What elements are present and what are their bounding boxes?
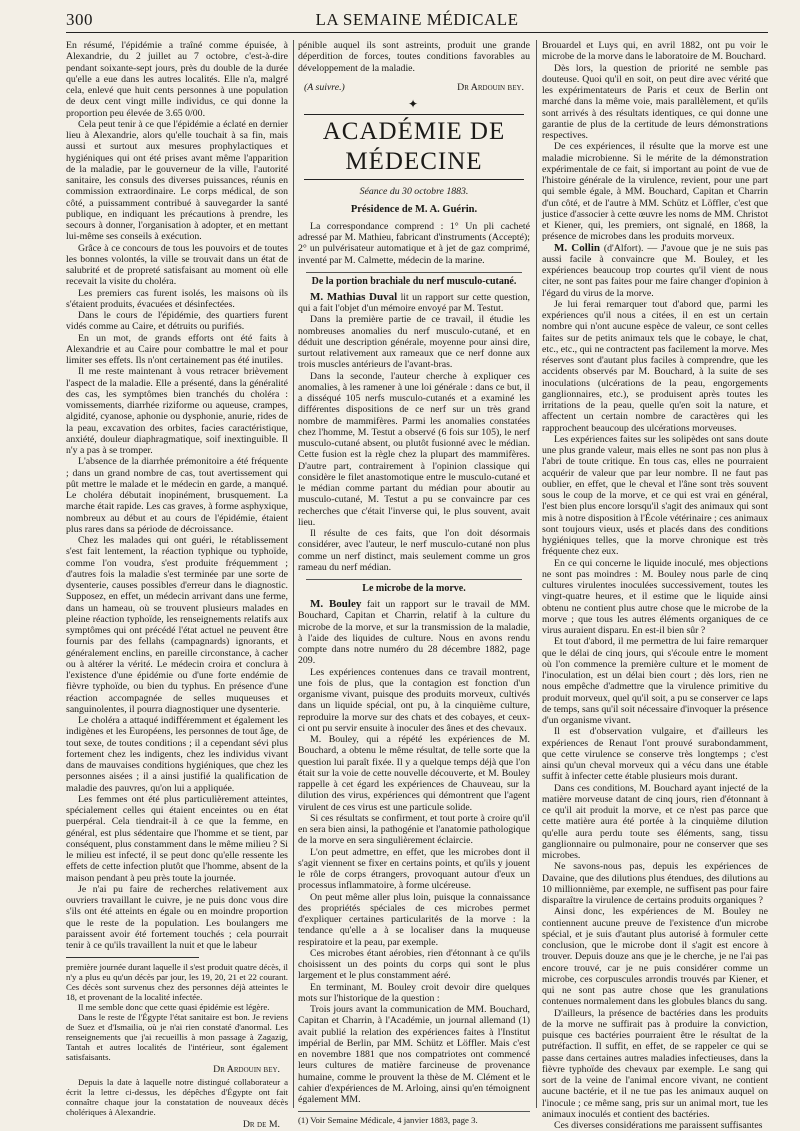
paragraph: Brouardel et Luys qui, en avril 1882, ont pu voir le microbe de la morve dans le laboratoire de M. Bouchard.	[542, 40, 768, 63]
footnote-paragraph: première journée durant laquelle il s'est produit quatre décès, il n'y a plus eu qu'un décès par jour, les 19, 20, 21 et 22 courant. Ces décès sont survenus chez des personnes déjà atteintes le 18, et provenant de la localité infectée.	[66, 962, 288, 1003]
paragraph: L'absence de la diarrhée prémonitoire a été fréquente ; dans un grand nombre de cas, tout avertissement qui pût mettre le malade et le médecin en garde, a manqué. Le choléra débutait inopinément, brusquement. La marche était rapide. Les cas graves, à forme asphyxique, nombreux au début et au cours de l'épidémie, étaient plus rares dans sa période de décroissance.	[66, 456, 288, 535]
paragraph: Cela peut tenir à ce que l'épidémie a éclaté en dernier lieu à Alexandrie, alors qu'elle touchait à sa fin, mais aussi et surtout aux mesures prophylactiques et hygiéniques qui ont été prises avant même l'apparition de la maladie, par le gouverneur de la ville, l'autorité sanitaire, les consuls des diverses puissances, réunis en commission extraordinaire. Le corps médical, de son côté, a puissamment contribué à sauvegarder la santé publique, en indiquant les précautions à prendre, les secours à donner, l'organisation à adopter, et en mettant lui-même ses conseils à exécution.	[66, 118, 288, 243]
paragraph: Les femmes ont été plus particulièrement atteintes, spécialement celles qui étaient enceintes ou en état puerpéral. Cela tiendrait-il à ce que la femme, en général, est plus sédentaire que l'homme et se tient, par conséquent, plus constamment dans le même milieu ? Si le milieu est infecté, il se peut donc qu'elle ressente les effets de cette infection plutôt que l'homme, absent de la maison pendant à peu près toute la journée.	[66, 793, 288, 884]
section-title: ACADÉMIE DE MÉDECINE	[304, 114, 524, 180]
subsection-title: De la portion brachiale du nerf musculo-cutané.	[306, 272, 522, 287]
paragraph: Dès lors, la question de priorité ne semble pas douteuse. Quoi qu'il en soit, on peut dire avec vérité que les expérimentateurs de Paris et ceux de Berlin ont marché dans la même voie, mais parallèlement, et qu'ils sont arrivés à des résultats identiques, ce qui donne une garantie de plus de la certitude de leurs démonstrations respectives.	[542, 62, 768, 141]
footnote: (1) Voir Semaine Médicale, 4 janvier 1883, page 3.	[298, 1111, 530, 1125]
paragraph: D'ailleurs, la présence de bactéries dans les produits de la morve ne suffirait pas à produire la conviction, puisque ces bactéries pourraient être le résultat de la putréfaction. Il suffit, en effet, de se rappeler ce qui se passe dans certaines autres maladies infectieuses, dans la fièvre typhoïde des chevaux par exemple. Le sang qui sort de la veine de l'animal encore vivant, ne contient aucune bactérie, et il ne tue pas les animaux auquel on l'inocule ; ce même sang, pris sur un animal mort, tue les animaux inoculés et contient des bactéries.	[542, 1007, 768, 1120]
paragraph: Les expériences contenues dans ce travail montrent, une fois de plus, que la contagion est fonction d'un organisme vivant, puisque des produits morveux, cultivés dans un liquide spécial, ont pu, à la cinquième culture, reproduire la morve sur des chats et des cobayes, et ceux-ci ont pu servir ensuite à inoculer des ânes et des chevaux.	[298, 666, 530, 734]
paragraph: Ces microbes étant aérobies, rien d'étonnant à ce qu'ils choisissent un des points du corps qui sont le plus largement et le plus constamment aéré.	[298, 947, 530, 982]
paragraph: Il résulte de ces faits, que l'on doit désormais considérer, avec l'auteur, le nerf musculo-cutané non plus comme un nerf distinct, mais seulement comme un gros rameau du nerf médian.	[298, 528, 530, 573]
paragraph: La correspondance comprend : 1° Un pli cacheté adressé par M. Mathieu, fabricant d'instruments (Accepté); 2° un pulvérisateur automatique et à jet de gaz comprimé, inventé par M. Calmette, médecin de la marine.	[298, 220, 530, 266]
paragraph: Et tout d'abord, il me permettra de lui faire remarquer que le délai de cinq jours, qui s'écoule entre le moment où l'on commence la première culture et le moment de l'inoculation, est un délai bien court ; dès lors, rien ne nous empêche d'admettre que la virulence primitive du produit morveux, quel qu'il soit, a pu se conserver ce laps de temps, sans qu'il soit nécessaire d'invoquer la présence d'un organisme vivant.	[542, 636, 768, 726]
paragraph: Je n'ai pu faire de recherches relativement aux ouvriers travaillant le cuivre, je ne puis donc vous dire s'ils ont été atteints en égale ou en moindre proportion que le reste de la population. Les boulangers me paraissent avoir été fortement touchés ; cela pourrait tenir à ce qu'ils travaillent la nuit et que le labeur	[66, 883, 288, 951]
footnote-paragraph: Il me semble donc que cette quasi épidémie est légère.	[78, 1002, 270, 1013]
column-2	[298, 40, 531, 1126]
postscript-signature: Dr de M.	[242, 1119, 280, 1131]
column-1	[66, 40, 288, 1131]
footnote-signature: Dr Ardouin bey.	[213, 1064, 280, 1076]
speaker-name: M. Mathias Duval	[310, 290, 398, 303]
paragraph: Ainsi donc, les expériences de M. Bouley ne contiennent aucune preuve de l'existence d'un microbe spécial, et je suis d'autant plus autorisé à formuler cette conclusion, que le microbe dont il s'agit est encore à trouver. Depuis douze ans que je le cherche, je ne l'ai pas encore trouvé, car je ne puis considérer comme un microbe, ces corpuscules arrondis trouvés par Kiener, et qui ne sont pas autre chose que les granulations contenues normalement dans les globules blancs du sang.	[542, 906, 768, 1008]
page-number: 300	[66, 10, 93, 29]
speaker-name: M. Bouley	[310, 598, 362, 610]
paragraph: En un mot, de grands efforts ont été faits à Alexandrie et au Caire pour combattre le mal et pour limiter ses effets. Ils n'ont certainement pas été inutiles.	[66, 332, 288, 366]
paragraph: De ces expériences, il résulte que la morve est une maladie microbienne. Si le mérite de la démonstration expérimentale de ce fait, si important au point de vue de l'histoire générale de la virulence, revient, pour une part qui semble égale, à MM. Bouchard, Capitan et Charrin d'un côté, et de l'autre à MM. Schütz et Löffler, c'est que justice d'associer à cette œuvre les noms de MM. Christot et Kiener, qui, les premiers, ont signalé, en 1868, la présence de microbes dans les produits morveux.	[542, 141, 768, 243]
paragraph: On peut même aller plus loin, puisque la connaissance des propriétés spéciales de ces microbes permet d'expliquer certaines particularités de la morve : la tendance qu'elle a à se localiser dans la muqueuse respiratoire et la peau, par exemple.	[298, 891, 530, 948]
paragraph: Les premiers cas furent isolés, les maisons où ils s'étaient produits, évacuées et désinfectées.	[66, 287, 288, 310]
paragraph: M. Bouley, qui a répété les expériences de M. Bouchard, a obtenu le même résultat, de telle sorte que la question lui paraît fixée. Il y a quelque temps déjà que l'on était sur la voie de cette nouvelle découverte, et M. Bouley rappelle à cet égard les expériences de Chauveau, sur la dilution des virus, expériences qui démontrent que l'agent virulent de ces virus est une particule solide.	[298, 734, 530, 813]
paragraph: Chez les malades qui ont guéri, le rétablissement s'est fait lentement, la réaction typhique ou typhoïde, comme l'on voudra, s'est produite fréquemment ; d'autres fois la maladie s'est terminée par une sorte de dysenterie, causes possibles d'erreur dans le diagnostic. Supposez, en effet, un médecin arrivant dans une ferme, dans un hameau, où se trouvent plusieurs malades en pleine réaction typhoïde, les renseignements relatifs aux symptômes qui ont précédé l'état actuel ne peuvent être fournis par des fellahs (campagnards) ignorants, et généralement enclins, en pareille circonstance, à cacher ou à altérer la vérité. Le médecin croira et conclura à l'existence d'une épidémie ou d'une forte endémie de fièvre typhoïde, ou bien du typhus. En présence d'une réaction accompagnée de selles muqueuses et sanguinolentes, il pourra diagnostiquer une dysenterie.	[66, 535, 288, 715]
paragraph: Je lui ferai remarquer tout d'abord que, parmi les expériences qu'il nous a citées, il en est un certain nombre qui n'ont aucune espèce de valeur, ce sont celles faites sur de petits animaux tels que le cobaye, le chat, etc., etc., qui ne contractent pas facilement la morve. Mes réserves sont d'autant plus faciles à comprendre, que les accidents observés par M. Bouchard, à la suite de ses inoculations (ulcérations de la peau, engorgements ganglionnaires, etc.), se produisent après toutes les irritations de la peau, quelle qu'en soit la nature, et affectent un certain nombre de caractères qui les rapprochent beaucoup des ulcérations morveuses.	[542, 298, 768, 434]
paragraph: Dans la seconde, l'auteur cherche à expliquer ces anomalies, à les ramener à une loi générale : dans ce but, il a disséqué 105 nerfs musculo-cutanés et a examiné les différentes dispositions de ce nerf sur un très grand nombre de mammifères. Parmi les anomalies constatées chez l'homme, M. Testut a observé (6 fois sur 105), le nerf musculo-cutané absent, ou plutôt fusionné avec le médian. Cette fusion est la règle chez la plupart des mammifères. D'autre part, contrairement à l'opinion classique qui considère le filet anastomotique entre le musculo-cutané et le médian comme partant du médian pour aboutir au musculo-cutané, M. Testut a pu se convaincre par ces recherches que c'était l'inverse qui, le plus souvent, avait lieu.	[298, 370, 530, 528]
footnote-separator	[66, 957, 199, 958]
article-signature-line	[304, 82, 524, 93]
paragraph	[542, 243, 768, 299]
speaker-text: (d'Alfort). — J'avoue que je ne suis pas aussi facile à convaincre que M. Bouley, et les expériences beaucoup trop courtes qu'il vient de nous citer, ne sont pas faites pour me faire changer d'opinion à l'égard du virus de la morve.	[542, 242, 768, 299]
column-3	[542, 40, 768, 1131]
paragraph	[298, 599, 530, 667]
paragraph: Grâce à ce concours de tous les pouvoirs et de toutes les bonnes volontés, la ville se trouvait dans un état de salubrité et de propreté satisfaisant au moment où elle recevait la visite du choléra.	[66, 242, 288, 288]
speaker-name: M. Collin	[554, 241, 601, 254]
page-header	[66, 6, 768, 33]
paragraph: Ne savons-nous pas, depuis les expériences de Davaine, que des dilutions plus étendues, des dilutions au 10 millionnième, par exemple, ne suffisent pas pour faire disparaître la virulence de certains produits organiques ?	[542, 861, 768, 906]
paragraph: En résumé, l'épidémie a traîné comme épuisée, à Alexandrie, du 2 juillet au 7 octobre, c'est-à-dire pendant soixante-sept jours, près du double de la durée qu'elle a eue dans les autres localités. Elle n'a, malgré cela, enlevé que huit cents personnes à une population de deux cent vingt mille individus, ce qui donne la proportion peu élevée de 3.65 0/00.	[66, 40, 288, 119]
author-signature: Dr Ardouin bey.	[457, 81, 524, 93]
paragraph: pénible auquel ils sont astreints, produit une grande déperdition de forces, toutes conditions favorables au développement de la maladie.	[298, 40, 530, 74]
ornament-divider-icon: ✦	[407, 97, 421, 111]
paragraph: Ces diverses considérations me paraissent suffisantes	[554, 1120, 763, 1131]
paragraph: Les expériences faites sur les solipèdes ont sans doute une plus grande valeur, mais elles ne sont pas non plus à l'abri de toute critique. En tous cas, elles ne pourraient acquérir de valeur que par leur nombre. Il ne faut pas oublier, en effet, que le cheval et l'âne sont très souvent sous le coup de la morve, et ce qui est vrai en général, l'est bien plus encore lorsqu'il s'agit des animaux qui sont mis à notre disposition à l'École vétérinaire ; ces animaux sont toujours vieux, usés et placés dans des conditions hygiéniques telles, que la morve chronique est très fréquente chez eux.	[542, 433, 768, 558]
footnote-paragraph: Dans le reste de l'Égypte l'état sanitaire est bon. Je reviens de Suez et d'Ismailia, où je n'ai rien constaté d'anormal. Les renseignements que j'ai recueillis à mon passage à Zagazig, Tantah et autres localités de l'intérieur, sont également satisfaisants.	[66, 1012, 288, 1063]
paragraph: En terminant, M. Bouley croit devoir dire quelques mots sur l'historique de la question :	[298, 981, 530, 1004]
paragraph: Dans le cours de l'épidémie, des quartiers furent vidés comme au Caire, et détruits ou purifiés.	[66, 310, 288, 333]
paragraph: Si ces résultats se confirment, et tout porte à croire qu'il en sera bien ainsi, la pathogénie et l'anatomie pathologique de la morve en sera singulièrement éclaircie.	[298, 812, 530, 847]
subsection-title: Le microbe de la morve.	[306, 579, 522, 594]
speaker-text: fait un rapport sur le travail de MM. Bouchard, Capitan et Charrin, relatif à la culture du microbe de la morve, et sur la transmission de la maladie, à l'aide des liquides de culture. Nous en avons rendu compte dans notre numéro du 28 décembre 1882, page 209.	[298, 599, 531, 667]
paragraph: Il me reste maintenant à vous retracer brièvement l'aspect de la maladie. Elle a présenté, dans la généralité des cas, les symptômes bien tranchés du choléra : vomissements, diarrhée riziforme ou aqueuse, crampes, algidité, cyanose, aphonie ou dysphonie, anurie, rides de la peau, excavation des orbites, facies caractéristique, anxiété, douleur diaphragmatique, soif inextinguible. Il n'y a pas à se tromper.	[66, 366, 288, 456]
paragraph: Trois jours avant la communication de MM. Bouchard, Capitan et Charrin, à l'Académie, un journal allemand (1) avait publié la relation des expériences faites à l'Institut impérial de Berlin, par MM. Schütz et Löffler. Mais c'est en novembre 1881 que nos compatriotes ont commencé leurs cultures de matière farcineuse de provenance humaine, comme le prouvent la thèse de M. Clément et le cahier d'expériences de M. Arloing, ainsi qu'en témoignent également MM.	[298, 1004, 530, 1105]
paragraph: L'on peut admettre, en effet, que les microbes dont il s'agit viennent se fixer en certains points, et qu'ils y jouent le rôle de corps étrangers, provoquant autour d'eux un processus inflammatoire, à forme ulcéreuse.	[298, 846, 530, 892]
paragraph: Dans ces conditions, M. Bouchard ayant injecté de la matière morveuse datant de cinq jours, rien d'étonnant à ce qu'il ait produit la morve, et ce n'est pas parce que cette matière aura été portée à la cinquième dilution qu'elle aura perdu toute ses éléments, sang, tissu ganglionnaire ou pulmonaire, pour ne conserver que ses microbes.	[542, 782, 768, 861]
paragraph: Il est d'observation vulgaire, et d'ailleurs les expériences de Renaut l'ont prouvé surabondamment, que cette virulence se conserve très longtemps ; c'est ainsi qu'un cheval morveux qui a vécu dans une étable suffit à infecter cette étable plusieurs mois durant.	[542, 726, 768, 783]
postscript: Depuis la date à laquelle notre distingué collaborateur a écrit la lettre ci-dessus, les dépêches d'Égypte ont fait connaître chaque jour la constatation de nouveaux décès cholériques à Alexandrie.	[66, 1077, 288, 1118]
paragraph	[298, 292, 530, 315]
column-rule-1	[293, 40, 294, 1108]
presidency: Présidence de M. A. Guérin.	[350, 203, 478, 215]
paragraph: Dans la première partie de ce travail, il étudie les nombreuses anomalies du nerf musculo-cutané, et en déduit une description générale, moyenne pour ainsi dire, surtout relativement aux rameaux que ce nerf donne aux trois muscles antérieurs de l'avant-bras.	[298, 314, 530, 371]
paragraph: Le choléra a attaqué indifféremment et également les indigènes et les Européens, les personnes de tout âge, de tout sexe, de toutes conditions ; il a cependant sévi plus fortement chez les indigents, chez les individus vivant dans de mauvaises conditions hygiéniques, que chez les personnes aisées ; il a ainsi justifié la qualification de maladie des pauvres, qu'on lui a appliquée.	[66, 715, 288, 794]
to-be-continued: (A suivre.)	[304, 81, 345, 93]
session-date: Séance du 30 octobre 1883.	[359, 186, 469, 198]
column-rule-2	[536, 40, 537, 1108]
journal-title: LA SEMAINE MÉDICALE	[315, 10, 519, 29]
paragraph: En ce qui concerne le liquide inoculé, mes objections ne sont pas moindres : M. Bouley nous parle de cinq cultures virulentes inoculées successivement, toutes les vingt-quatre heures, et il estime que le liquide ainsi obtenu ne contient plus autre chose que le microbe de la morve ; que tous les autres éléments organiques de ce virus auraient disparu. En est-il bien sûr ?	[542, 557, 768, 636]
speaker-text: lit un rapport sur cette question, qui a fait l'objet d'un mémoire envoyé par M. Testut.	[298, 291, 530, 314]
